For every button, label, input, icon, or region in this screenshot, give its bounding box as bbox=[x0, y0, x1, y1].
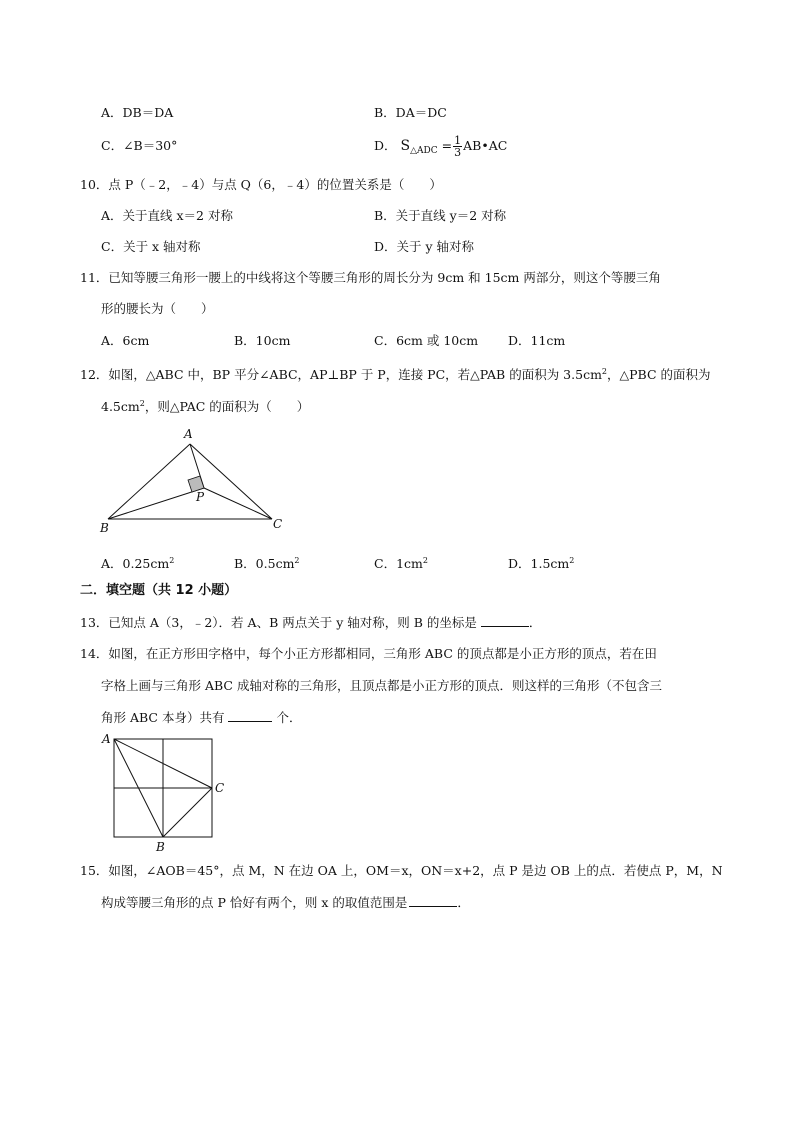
q11-stem-line1: 11．已知等腰三角形一腰上的中线将这个等腰三角形的周长分为 9cm 和 15cm 两部分，则这个等腰三角 bbox=[80, 270, 661, 285]
q14-stem-line2: 字格上画与三角形 ABC 成轴对称的三角形，且顶点都是小正方形的顶点．则这样的三角形（不包含三 bbox=[101, 678, 662, 693]
q13-stem-text: 13．已知点 A（3，﹣2）．若 A、B 两点关于 y 轴对称，则 B 的坐标是 bbox=[80, 615, 477, 630]
label-p: P bbox=[196, 490, 205, 504]
q15-stem-line2-b: ． bbox=[457, 895, 470, 910]
q9-option-c: C．∠B＝30° bbox=[101, 138, 178, 153]
superscript: 2 bbox=[422, 556, 428, 565]
label-b: B bbox=[156, 840, 165, 854]
q9-option-a: A．DB＝DA bbox=[101, 105, 174, 120]
label-a: A bbox=[102, 732, 111, 746]
q15-stem-line2 bbox=[101, 894, 470, 911]
fraction-denominator: 3 bbox=[454, 146, 462, 159]
superscript: 2 bbox=[601, 367, 608, 376]
q9-option-d-s: S bbox=[400, 138, 411, 154]
q10-option-b: B．关于直线 y＝2 对称 bbox=[374, 208, 507, 223]
q14-stem-line1: 14．如图，在正方形田字格中，每个小正方形都相同，三角形 ABC 的顶点都是小正方形的顶点，若在田 bbox=[80, 646, 657, 661]
section-heading-fill-in: 二．填空题（共 12 小题） bbox=[80, 583, 238, 598]
superscript: 2 bbox=[139, 399, 145, 408]
q15-stem-line1: 15．如图，∠AOB＝45°，点 M，N 在边 OA 上，OM＝x，ON＝x+2，点 P 是边 OB 上的点．若使点 P，M，N bbox=[80, 863, 723, 878]
superscript: 2 bbox=[569, 556, 575, 565]
label-c: C bbox=[215, 781, 225, 795]
q11-option-a: A．6cm bbox=[101, 333, 150, 348]
q12-stem-line2-a: 4.5cm bbox=[101, 399, 140, 415]
q10-option-c: C．关于 x 轴对称 bbox=[101, 239, 201, 254]
q12-option-b-text: B．0.5cm bbox=[234, 556, 295, 572]
q13-stem-end: ． bbox=[528, 615, 542, 630]
q12-stem-line1-a: 12．如图，△ABC 中，BP 平分∠ABC，AP⊥BP 于 P，连接 PC，若△PAB 的面积为 3.5cm bbox=[80, 367, 602, 383]
q10-option-a: A．关于直线 x＝2 对称 bbox=[101, 208, 233, 223]
q9-option-b: B．DA＝DC bbox=[374, 105, 447, 120]
superscript: 2 bbox=[169, 556, 175, 565]
q9-option-d-equals: = bbox=[441, 138, 453, 153]
q10-option-d: D．关于 y 轴对称 bbox=[374, 239, 475, 254]
superscript: 2 bbox=[294, 556, 300, 565]
q12-stem-line2-b: ，则△PAC 的面积为（ ） bbox=[144, 399, 310, 415]
label-c: C bbox=[273, 517, 283, 531]
answer-blank[interactable] bbox=[409, 894, 457, 907]
q9-option-d-rest: AB•AC bbox=[463, 138, 508, 153]
q12-stem-line1-b: ，△PBC 的面积为 bbox=[607, 367, 711, 383]
q12-option-c-text: C．1cm bbox=[374, 556, 423, 572]
label-b: B bbox=[100, 521, 109, 535]
q11-option-d: D．11cm bbox=[508, 333, 566, 348]
q9-option-d-letter: D． bbox=[374, 138, 397, 153]
q15-stem-line2-a: 构成等腰三角形的点 P 恰好有两个，则 x 的取值范围是 bbox=[101, 895, 408, 910]
q12-option-d-text: D．1.5cm bbox=[508, 556, 570, 572]
q14-stem-line3-a: 角形 ABC 本身）共有 bbox=[101, 710, 225, 725]
label-a: A bbox=[184, 427, 193, 441]
segment-bc bbox=[163, 788, 212, 837]
q10-stem: 10．点 P（﹣2，﹣4）与点 Q（6，﹣4）的位置关系是（ ） bbox=[80, 177, 442, 192]
q9-option-d-subscript: △ADC bbox=[410, 146, 438, 156]
q11-stem-line2: 形的腰长为（ ） bbox=[101, 301, 214, 316]
q12-option-a-text: A．0.25cm bbox=[101, 556, 170, 572]
q14-stem-line3-b: 个． bbox=[276, 710, 302, 725]
q11-option-c: C．6cm 或 10cm bbox=[374, 333, 479, 348]
q11-option-b: B．10cm bbox=[234, 333, 291, 348]
fraction-numerator: 1 bbox=[454, 134, 462, 147]
